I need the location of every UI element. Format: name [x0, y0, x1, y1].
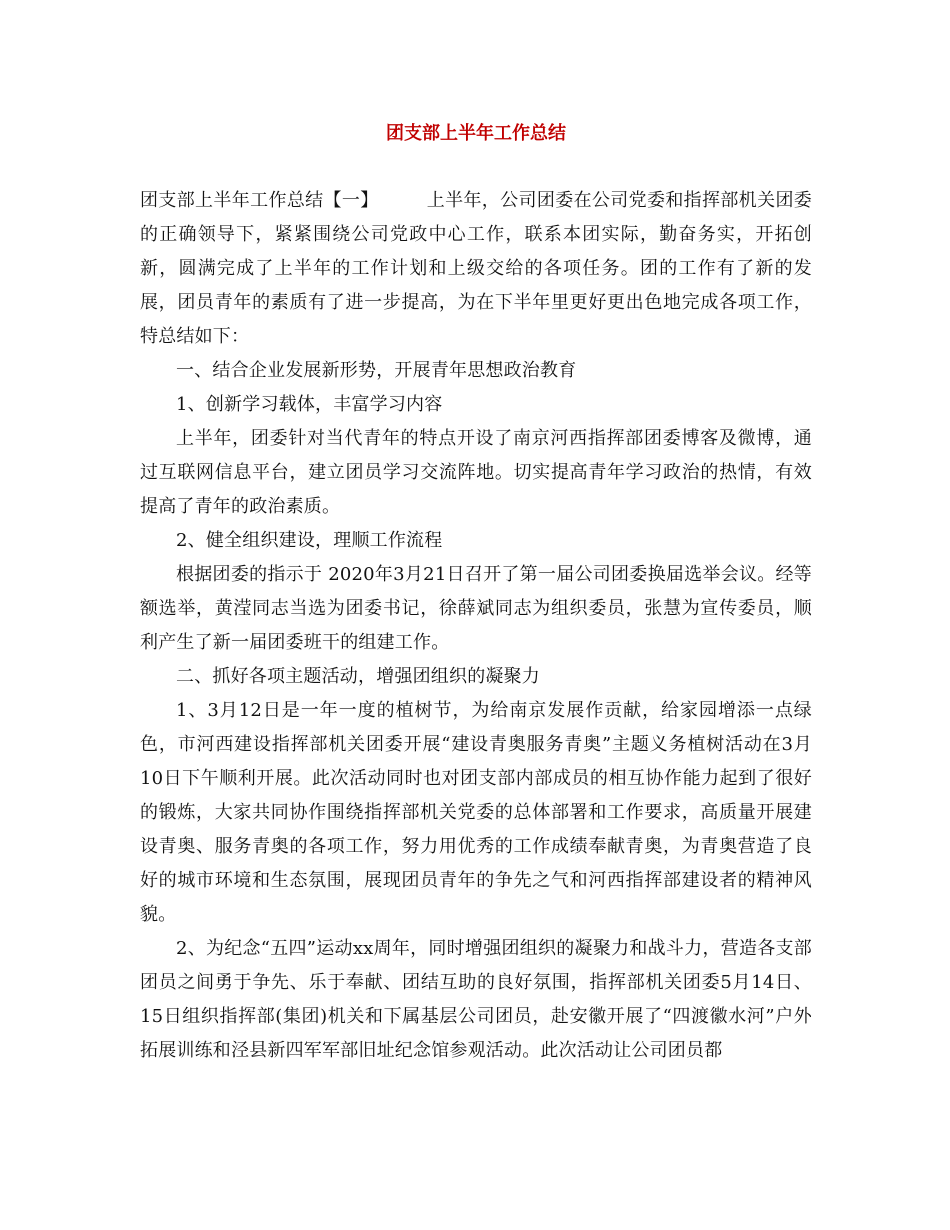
- document-title: 团支部上半年工作总结: [386, 123, 566, 144]
- lead-paragraph: [140, 184, 812, 354]
- body-paragraph: 上半年，团委针对当代青年的特点开设了南京河西指挥部团委博客及微博，通过互联网信息平台，建立团员学习交流阵地。切实提高青年学习政治的热情，有效提高了青年的政治素质。: [140, 428, 812, 517]
- subheading-1-2: 2、健全组织建设，理顺工作流程: [176, 530, 443, 551]
- body-paragraph: 根据团委的指示于 2020年3月21日召开了第一届公司团委换届选举会议。经等额选举，黄滢同志当选为团委书记，徐薛斌同志为组织委员，张慧为宣传委员，顺利产生了新一届团委班干的组建工作。: [140, 564, 812, 653]
- lead-label: 团支部上半年工作总结【一】: [140, 190, 379, 211]
- section-heading-1: 一、结合企业发展新形势，开展青年思想政治教育: [176, 360, 577, 381]
- subheading-1-1: 1、创新学习载体，丰富学习内容: [176, 394, 443, 415]
- section-heading-2: 二、抓好各项主题活动，增强团组织的凝聚力: [176, 666, 540, 687]
- body-paragraph: 2、为纪念“五四”运动xx周年，同时增强团组织的凝聚力和战斗力，营造各支部团员之间勇于争先、乐于奉献、团结互助的良好氛围，指挥部机关团委5月14日、15日组织指挥部(集团)机关和下属基层公司团员，赴安徽开展了“四渡徽水河”户外拓展训练和泾县新四军军部旧址纪念馆参观活动。此次活动让公司团员都: [140, 938, 812, 1061]
- lead-text: 上半年，公司团委在公司党委和指挥部机关团委的正确领导下，紧紧围绕公司党政中心工作，联系本团实际，勤奋务实，开拓创新，圆满完成了上半年的工作计划和上级交给的各项任务。团的工作有了新的发展，团员青年的素质有了进一步提高，为在下半年里更好更出色地完成各项工作，特总结如下：: [140, 190, 812, 347]
- body-paragraph: 1、3月12日是一年一度的植树节，为给南京发展作贡献，给家园增添一点绿色，市河西建设指挥部机关团委开展“建设青奥服务青奥”主题义务植树活动在3月10日下午顺利开展。此次活动同时也对团支部内部成员的相互协作能力起到了很好的锻炼，大家共同协作围绕指挥部机关党委的总体部署和工作要求，高质量开展建设青奥、服务青奥的各项工作，努力用优秀的工作成绩奉献青奥，为青奥营造了良好的城市环境和生态氛围，展现团员青年的争先之气和河西指挥部建设者的精神风貌。: [140, 700, 812, 925]
- document-body: [140, 184, 812, 1068]
